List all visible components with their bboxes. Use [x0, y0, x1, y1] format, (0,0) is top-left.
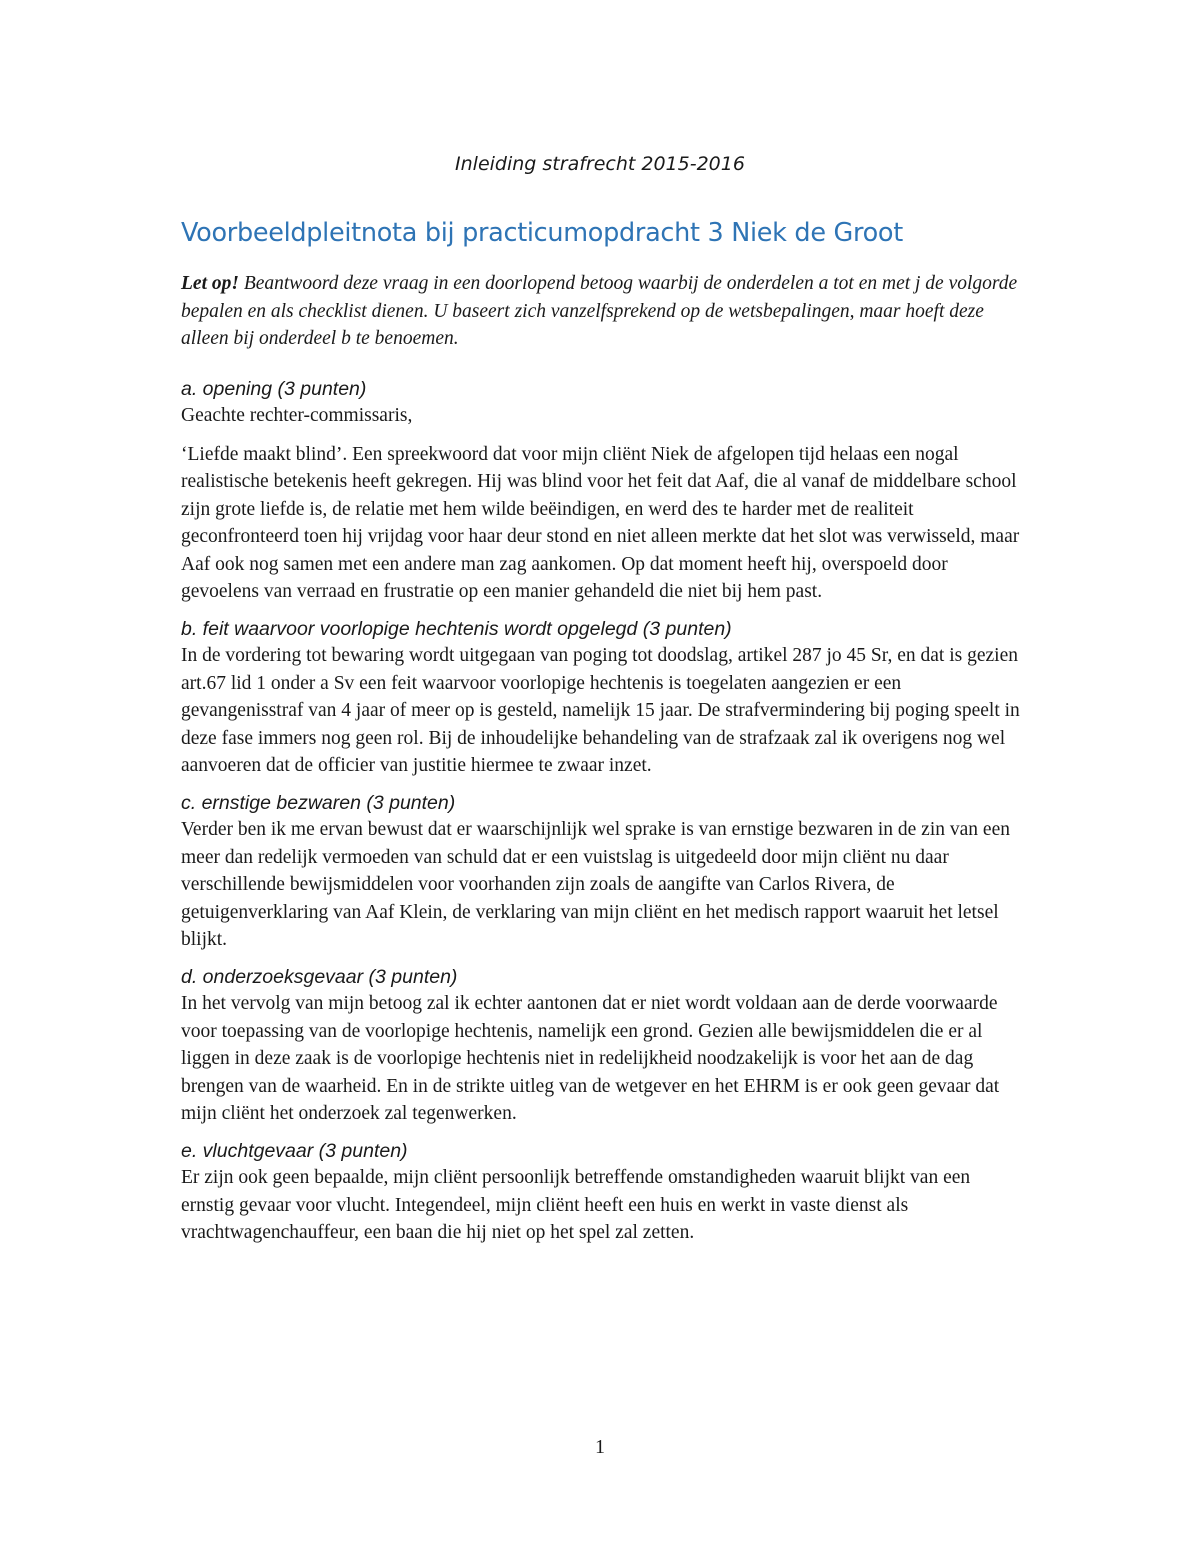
section-heading: a. opening (3 punten) [181, 377, 367, 400]
instruction-text: Beantwoord deze vraag in een doorlopend betoog waarbij de onderdelen a tot en met j de volgorde bepalen en als checklist dienen. U baseert zich vanzelfsprekend op de wetsbepalingen, maar hoeft deze alleen bij onderdeel b te benoemen. [181, 273, 1018, 349]
section-onderzoeksgevaar [181, 965, 1023, 1127]
section-paragraph: In het vervolg van mijn betoog zal ik echter aantonen dat er niet wordt voldaan aan de derde voorwaarde voor toepassing van de voorlopige hechtenis, namelijk een grond. Gezien alle bewijsmiddelen die er al liggen in deze zaak is de voorlopige hechtenis niet in redelijkheid noodzakelijk is voor het aan de dag brengen van de waarheid. En in de strikte uitleg van de wetgever en het EHRM is er ook geen gevaar dat mijn cliënt het onderzoek zal tegenwerken. [181, 993, 1000, 1125]
section-paragraph: In de vordering tot bewaring wordt uitgegaan van poging tot doodslag, artikel 287 jo 45 Sr, en dat is gezien art.67 lid 1 onder a Sv een feit waarvoor voorlopige hechtenis is toegelaten aangezien er een gevangenisstraf van 4 jaar of meer op is gesteld, namelijk 15 jaar. De strafvermindering bij poging speelt in deze fase immers nog geen rol. Bij de inhoudelijke behandeling van de strafzaak zal ik overigens nog wel aanvoeren dat de officier van justitie hiermee te zwaar inzet. [181, 645, 1020, 776]
section-paragraph: Verder ben ik me ervan bewust dat er waarschijnlijk wel sprake is van ernstige bezwaren in de zin van een meer dan redelijk vermoeden van schuld dat er een vuistslag is uitgedeeld door mijn cliënt nu daar verschillende bewijsmiddelen voor voorhanden zijn zoals de aangifte van Carlos Rivera, de getuigenverklaring van Aaf Klein, de verklaring van mijn cliënt en het medisch rapport waaruit het letsel blijkt. [181, 819, 1010, 950]
instruction-label: Let op! [181, 273, 239, 294]
page-number: 1 [595, 1436, 605, 1458]
section-feit [181, 617, 1023, 779]
section-paragraph: Er zijn ook geen bepaalde, mijn cliënt persoonlijk betreffende omstandigheden waaruit blijkt van een ernstig gevaar voor vlucht. Integendeel, mijn cliënt heeft een huis en werkt in vaste dienst als vrachtwagenchauffeur, een baan die hij niet op het spel zal zetten. [181, 1167, 971, 1244]
section-paragraph: ‘Liefde maakt blind’. Een spreekwoord dat voor mijn cliënt Niek de afgelopen tijd helaas een nogal realistische betekenis heeft gekregen. Hij was blind voor het feit dat Aaf, die al vanaf de middelbare school zijn grote liefde is, de relatie met hem wilde beëindigen, en werd des te harder met de realiteit geconfronteerd toen hij vrijdag voor haar deur stond en niet alleen merkte dat het slot was verwisseld, maar Aaf ook nog samen met een andere man zag aankomen. Op dat moment heeft hij, overspoeld door gevoelens van verraad en frustratie op een manier gehandeld die niet bij hem past. [181, 443, 1020, 602]
document-title: Voorbeeldpleitnota bij practicumopdracht 3 Niek de Groot [181, 218, 903, 248]
section-heading: c. ernstige bezwaren (3 punten) [181, 792, 456, 815]
section-heading: e. vluchtgevaar (3 punten) [181, 1140, 408, 1163]
section-ernstige-bezwaren [181, 791, 1023, 953]
section-heading: b. feit waarvoor voorlopige hechtenis wordt opgelegd (3 punten) [181, 618, 732, 641]
section-vluchtgevaar [181, 1139, 1023, 1246]
document-body [181, 270, 1023, 1259]
instruction-note [181, 270, 1023, 353]
running-header: Inleiding strafrecht 2015-2016 [455, 153, 745, 175]
section-opening [181, 377, 1023, 606]
section-heading: d. onderzoeksgevaar (3 punten) [181, 966, 458, 989]
section-paragraph: Geachte rechter-commissaris, [181, 404, 413, 426]
